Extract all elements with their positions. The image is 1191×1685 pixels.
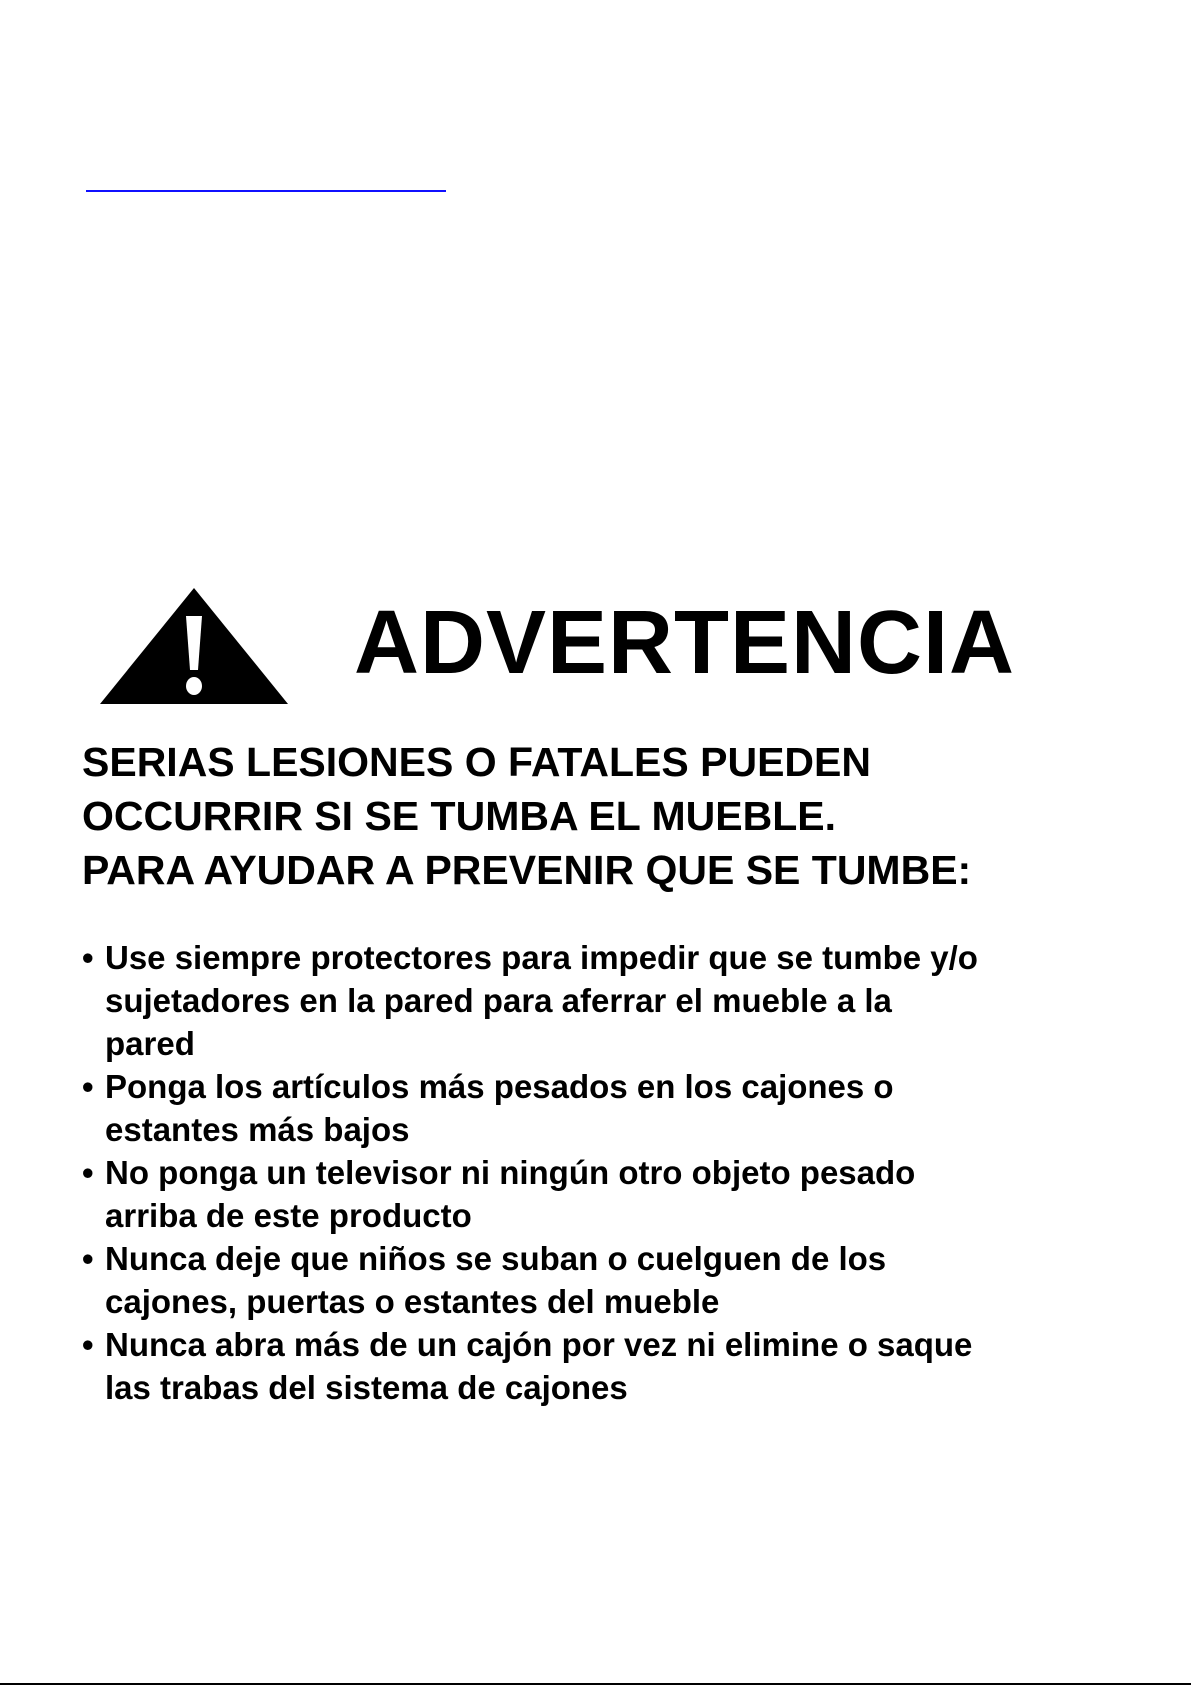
list-item-line: Nunca abra más de un cajón por vez ni elimine o saque [105, 1326, 973, 1363]
list-item-line: estantes más bajos [105, 1111, 410, 1148]
list-item-line: las trabas del sistema de cajones [105, 1369, 628, 1406]
top-link-underline [86, 190, 446, 192]
warning-header [100, 588, 1016, 708]
warning-title: ADVERTENCIA [354, 593, 1016, 693]
list-item [82, 1237, 1142, 1323]
headline-line: SERIAS LESIONES O FATALES PUEDEN [82, 739, 871, 785]
list-item-line: sujetadores en la pared para aferrar el mueble a la [105, 982, 892, 1019]
safety-instructions-list [82, 936, 1142, 1409]
headline-line: OCCURRIR SI SE TUMBA EL MUEBLE. [82, 793, 836, 839]
bullet-mark: • [82, 1240, 94, 1277]
list-item-line: Nunca deje que niños se suban o cuelguen de los [105, 1240, 887, 1277]
bullet-mark: • [82, 939, 94, 976]
list-item [82, 1151, 1142, 1237]
headline-line: PARA AYUDAR A PREVENIR QUE SE TUMBE: [82, 847, 972, 893]
list-item-line: No ponga un televisor ni ningún otro objeto pesado [105, 1154, 916, 1191]
warning-headline [82, 735, 1122, 897]
list-item-line: cajones, puertas o estantes del mueble [105, 1283, 720, 1320]
bullet-mark: • [82, 1326, 94, 1363]
list-item-line: pared [105, 1025, 195, 1062]
list-item-line: Ponga los artículos más pesados en los cajones o [105, 1068, 894, 1105]
list-item [82, 1065, 1142, 1151]
list-item [82, 936, 1142, 1065]
bullet-mark: • [82, 1068, 94, 1105]
bullet-mark: • [82, 1154, 94, 1191]
warning-triangle-icon [100, 588, 288, 704]
list-item-line: Use siempre protectores para impedir que se tumbe y/o [105, 939, 978, 976]
list-item [82, 1323, 1142, 1409]
list-item-line: arriba de este producto [105, 1197, 472, 1234]
